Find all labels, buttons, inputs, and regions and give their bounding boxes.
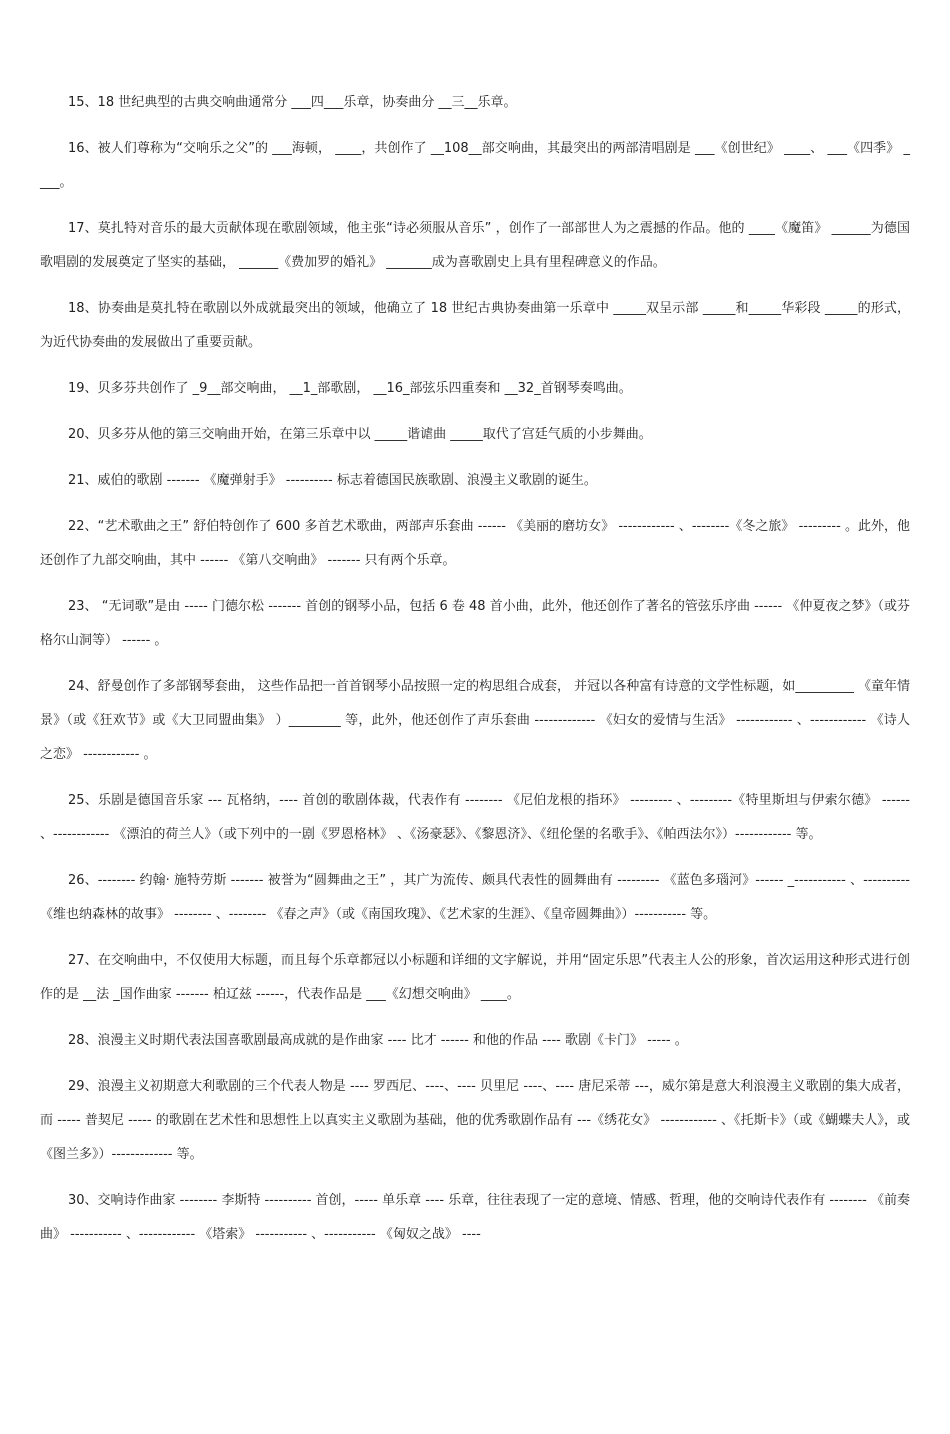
question-21: 21、威伯的歌剧 ------- 《魔弹射手》 ---------- 标志着德国民族歌剧、浪漫主义歌剧的诞生。: [68, 473, 597, 488]
question-22: 22、“艺术歌曲之王” 舒伯特创作了 600 多首艺术歌曲，两部声乐套曲 ------ 《美丽的磨坊女》 ------------ 、--------《冬之旅》 --------- 。此外，他还创作了九部交响曲，其中 ------ 《第八交响曲》 ------- 只有两个乐章。: [40, 519, 910, 568]
question-20: 20、贝多芬从他的第三交响曲开始，在第三乐章中以 _____谐谑曲 _____取代了宫廷气质的小步舞曲。: [68, 427, 652, 442]
question-26: 26、-------- 约翰· 施特劳斯 ------- 被誉为“圆舞曲之王” ，其广为流传、颇具代表性的圆舞曲有 --------- 《蓝色多瑙河》------ _----------- 、---------- 《维也纳森林的故事》 -------- 、-------- 《春之声》（或《南国玫瑰》、《艺术家的生涯》、《皇帝圆舞曲》）----------- 等。: [40, 873, 910, 922]
question-28: 28、浪漫主义时期代表法国喜歌剧最高成就的是作曲家 ---- 比才 ------ 和他的作品 ---- 歌剧《卡门》 ----- 。: [68, 1033, 688, 1048]
question-16: 16、被人们尊称为“交响乐之父”的 ___海顿， ____，共创作了 __108__部交响曲，其最突出的两部清唱剧是 ___《创世纪》 ____、 ___《四季》 ____。: [40, 141, 910, 190]
question-23: 23、 “无词歌”是由 ----- 门德尔松 ------- 首创的钢琴小品，包括 6 卷 48 首小曲，此外，他还创作了著名的管弦乐序曲 ------ 《仲夏夜之梦》（或芬格尔山洞等） ------ 。: [40, 599, 910, 648]
question-24: 24、舒曼创作了多部钢琴套曲， 这些作品把一首首钢琴小品按照一定的构思组合成套， 并冠以各种富有诗意的文学性标题，如_________ 《童年情景》（或《狂欢节》或《大卫同盟曲集》 ）________ 等，此外，他还创作了声乐套曲 ------------- 《妇女的爱情与生活》 ------------ 、------------ 《诗人之恋》 ------------ 。: [40, 679, 910, 762]
question-30: 30、交响诗作曲家 -------- 李斯特 ---------- 首创，----- 单乐章 ---- 乐章，往往表现了一定的意境、情感、哲理，他的交响诗代表作有 -------- 《前奏曲》 ----------- 、------------ 《塔索》 ----------- 、----------- 《匈奴之战》 ----: [40, 1193, 910, 1242]
question-17: 17、莫扎特对音乐的最大贡献体现在歌剧领域，他主张“诗必须服从音乐” ，创作了一部部世人为之震撼的作品。他的 ____《魔笛》 ______为德国歌唱剧的发展奠定了坚实的基础， ______《费加罗的婚礼》 _______成为喜歌剧史上具有里程碑意义的作品。: [40, 221, 910, 270]
question-15: 15、18 世纪典型的古典交响曲通常分 ___四___乐章，协奏曲分 __三__乐章。: [68, 95, 517, 110]
question-19: 19、贝多芬共创作了 _9__部交响曲， __1_部歌剧， __16_部弦乐四重奏和 __32_首钢琴奏鸣曲。: [68, 381, 632, 396]
question-29: 29、浪漫主义初期意大利歌剧的三个代表人物是 ---- 罗西尼、----、---- 贝里尼 ----、---- 唐尼采蒂 ---，威尔第是意大利浪漫主义歌剧的集大成者，而 ----- 普契尼 ----- 的歌剧在艺术性和思想性上以真实主义歌剧为基础，他的优秀歌剧作品有 ---《绣花女》 ------------ 、《托斯卡》（或《蝴蝶夫人》，或《图兰多》）------------- 等。: [40, 1079, 910, 1162]
question-18: 18、协奏曲是莫扎特在歌剧以外成就最突出的领域，他确立了 18 世纪古典协奏曲第一乐章中 _____双呈示部 _____和_____华彩段 _____的形式，为近代协奏曲的发展做出了重要贡献。: [40, 301, 910, 350]
question-27: 27、在交响曲中，不仅使用大标题，而且每个乐章都冠以小标题和详细的文字解说，并用“固定乐思”代表主人公的形象，首次运用这种形式进行创作的是 __法 _国作曲家 ------- 柏辽兹 ------，代表作品是 ___《幻想交响曲》 ____。: [40, 953, 910, 1002]
question-25: 25、乐剧是德国音乐家 --- 瓦格纳，---- 首创的歌剧体裁，代表作有 -------- 《尼伯龙根的指环》 --------- 、---------《特里斯坦与伊索尔德》 ------ 、------------ 《漂泊的荷兰人》（或下列中的一剧《罗恩格林》 、《汤豪瑟》、《黎恩济》、《纽伦堡的名歌手》、《帕西法尔》）------------ 等。: [40, 793, 910, 842]
